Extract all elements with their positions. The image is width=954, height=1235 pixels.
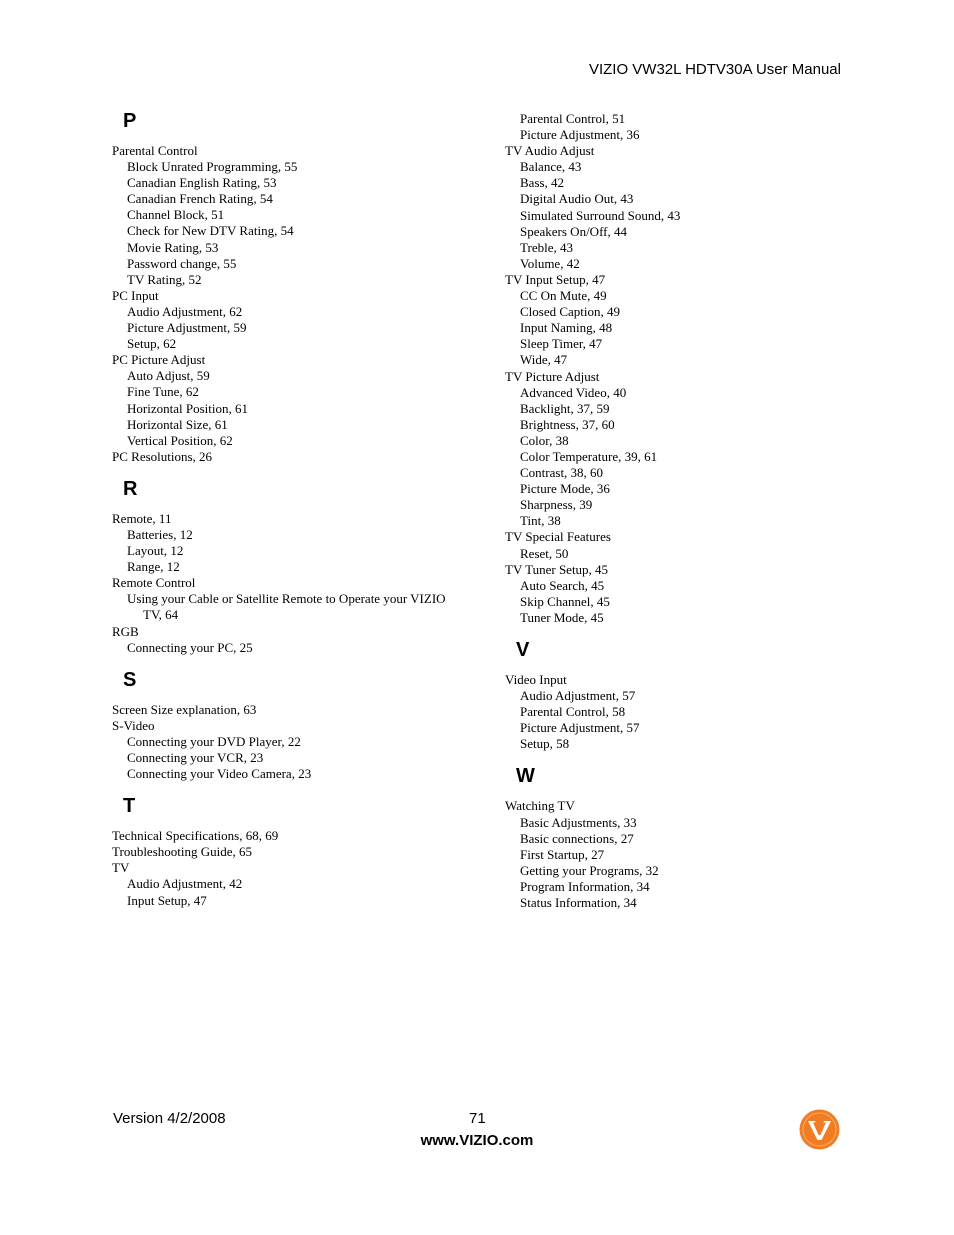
- index-subentry: Input Naming, 48: [520, 320, 613, 336]
- index-entry: Remote, 11: [112, 510, 172, 526]
- index-subentry: Audio Adjustment, 57: [520, 688, 636, 704]
- index-subentry: Movie Rating, 53: [127, 239, 219, 255]
- index-subentry: Connecting your Video Camera, 23: [127, 766, 312, 782]
- index-subentry: Wide, 47: [520, 352, 568, 368]
- index-letter-heading: W: [516, 765, 535, 788]
- page-header-title: VIZIO VW32L HDTV30A User Manual: [588, 61, 841, 78]
- index-subentry: Brightness, 37, 60: [520, 416, 615, 432]
- index-subentry: Advanced Video, 40: [520, 384, 627, 400]
- index-subentry: Block Unrated Programming, 55: [127, 159, 298, 175]
- index-subentry: Horizontal Size, 61: [127, 416, 228, 432]
- index-subentry: Tuner Mode, 45: [520, 609, 604, 625]
- index-entry: PC Resolutions, 26: [112, 448, 213, 464]
- index-subentry: Sharpness, 39: [520, 497, 593, 513]
- index-subentry: Range, 12: [127, 559, 180, 575]
- index-subentry: Setup, 58: [520, 736, 570, 752]
- index-letter-heading: S: [123, 668, 137, 691]
- index-entry: Remote Control: [112, 575, 196, 591]
- index-letter-heading: V: [516, 639, 530, 661]
- index-entry: Watching TV: [505, 798, 575, 814]
- index-subentry: Color Temperature, 39, 61: [520, 448, 658, 464]
- index-subentry: Audio Adjustment, 62: [127, 303, 243, 319]
- index-subentry: Channel Block, 51: [127, 207, 225, 223]
- index-letter-heading: T: [123, 795, 136, 818]
- index-subentry: Simulated Surround Sound, 43: [520, 207, 681, 223]
- index-subentry: Bass, 42: [520, 175, 565, 191]
- index-column-right: [505, 111, 855, 911]
- index-subentry: Backlight, 37, 59: [520, 400, 610, 416]
- index-subentry: Digital Audio Out, 43: [520, 191, 634, 207]
- index-subentry: Input Setup, 47: [127, 892, 207, 908]
- index-subentry: CC On Mute, 49: [520, 288, 607, 304]
- index-entry: RGB: [112, 623, 139, 639]
- index-subentry: Picture Adjustment, 57: [520, 720, 640, 736]
- footer-url: www.VIZIO.com: [420, 1132, 534, 1149]
- index-subentry: Reset, 50: [520, 545, 569, 561]
- index-subentry: Tint, 38: [520, 513, 561, 529]
- index-subentry: Program Information, 34: [520, 878, 650, 894]
- index-subentry: Volume, 42: [520, 255, 580, 271]
- index-column-left: [112, 108, 462, 909]
- footer-version: Version 4/2/2008: [113, 1110, 226, 1127]
- index-letter-heading: P: [123, 110, 137, 132]
- index-subentry: Check for New DTV Rating, 54: [127, 223, 294, 239]
- index-entry: Technical Specifications, 68, 69: [112, 828, 279, 844]
- index-entry: PC Picture Adjust: [112, 352, 206, 368]
- index-subentry: Contrast, 38, 60: [520, 465, 604, 481]
- index-subentry: TV Rating, 52: [127, 271, 202, 287]
- index-subentry: Auto Search, 45: [520, 577, 605, 593]
- index-entry: Parental Control: [112, 143, 198, 158]
- index-subentry: Canadian French Rating, 54: [127, 191, 273, 207]
- index-subentry: Getting your Programs, 32: [520, 862, 659, 878]
- index-subentry: Audio Adjustment, 42: [127, 876, 243, 892]
- index-subentry: Skip Channel, 45: [520, 593, 610, 609]
- index-subentry: Closed Caption, 49: [520, 304, 621, 320]
- index-subentry: Vertical Position, 62: [127, 432, 233, 448]
- index-entry: TV Tuner Setup, 45: [505, 561, 609, 577]
- index-entry: S-Video: [112, 717, 155, 733]
- index-subentry: Parental Control, 58: [520, 704, 626, 720]
- footer-page-number: 71: [469, 1110, 486, 1127]
- index-subentry: Sleep Timer, 47: [520, 336, 603, 352]
- index-subentry: Treble, 43: [520, 239, 573, 255]
- index-subentry: Layout, 12: [127, 543, 184, 559]
- index-subentry: Connecting your DVD Player, 22: [127, 733, 301, 749]
- index-subentry: Picture Adjustment, 36: [520, 127, 640, 143]
- vizio-logo-icon: [799, 1109, 840, 1150]
- index-entry: TV: [112, 860, 130, 876]
- index-subentry: Connecting your PC, 25: [127, 639, 253, 655]
- index-entry: TV Picture Adjust: [505, 368, 600, 384]
- index-entry: TV Audio Adjust: [505, 143, 595, 159]
- index-entry: PC Input: [112, 287, 159, 303]
- index-subentry: Canadian English Rating, 53: [127, 175, 277, 191]
- index-letter-heading: R: [123, 477, 138, 500]
- index-subentry: Color, 38: [520, 432, 569, 448]
- index-subentry: Speakers On/Off, 44: [520, 223, 627, 239]
- index-subentry: Balance, 43: [520, 159, 582, 175]
- index-entry: Troubleshooting Guide, 65: [112, 844, 252, 860]
- index-subentry: Status Information, 34: [520, 895, 637, 911]
- index-entry: TV Input Setup, 47: [505, 271, 606, 287]
- index-subentry: Picture Mode, 36: [520, 481, 610, 497]
- index-entry: TV Special Features: [505, 529, 611, 545]
- index-subentry: Basic connections, 27: [520, 830, 634, 846]
- index-subentry: Horizontal Position, 61: [127, 400, 248, 416]
- index-subentry: Using your Cable or Satellite Remote to Operate your VIZIO TV, 64: [127, 591, 446, 623]
- index-subentry: Basic Adjustments, 33: [520, 814, 637, 830]
- index-subentry: Parental Control, 51: [520, 111, 626, 126]
- index-subentry: First Startup, 27: [520, 846, 605, 862]
- index-entry: Video Input: [505, 672, 567, 687]
- index-subentry: Fine Tune, 62: [127, 384, 199, 400]
- index-subentry: Auto Adjust, 59: [127, 368, 210, 384]
- index-subentry: Connecting your VCR, 23: [127, 750, 264, 765]
- index-subentry: Picture Adjustment, 59: [127, 320, 247, 336]
- index-entry: Screen Size explanation, 63: [112, 701, 257, 717]
- index-subentry: Batteries, 12: [127, 526, 193, 542]
- index-subentry: Setup, 62: [127, 336, 177, 352]
- index-subentry: Password change, 55: [127, 255, 237, 271]
